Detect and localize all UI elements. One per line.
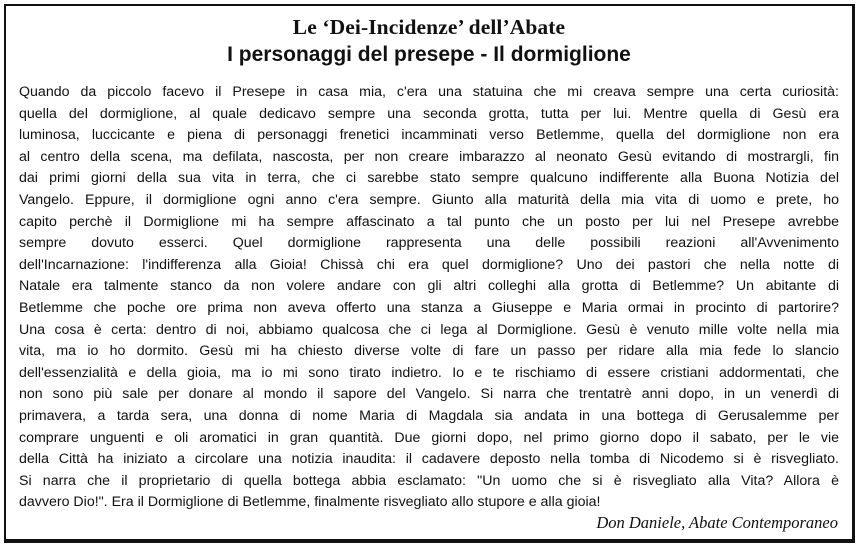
- body-line: Vangelo. Eppure, il dormiglione ogni anno c'era sempre. Giunto alla maturità della mia vita di uomo e prete, ho: [19, 191, 839, 208]
- body-line: Si narra che il proprietario di quella bottega abbia esclamato: "Un uomo che si è risvegliato alla Vita? Allora è: [19, 472, 839, 489]
- article-frame: [4, 4, 855, 543]
- body-line: non sono più sale per donare al mondo il sapore del Vangelo. Si narra che trentatrè anni dopo, in un venerdì di: [19, 386, 839, 403]
- article-subtitle: I personaggi del presepe - Il dormiglione: [227, 43, 631, 66]
- body-line: dell'Incarnazione: l'indifferenza alla Gioia! Chissà chi era quel dormiglione? Uno dei pastori che nella notte di: [19, 256, 839, 273]
- body-line: dai primi giorni della sua vita in terra, che ci sarebbe stato sempre qualcuno indifferente alla Buona Notizia del: [19, 170, 839, 187]
- body-line: luminosa, luccicante e piena di personaggi frenetici incamminati verso Betlemme, quella del dormiglione non era: [19, 127, 839, 144]
- body-line: Una cosa è certa: dentro di noi, abbiamo qualcosa che ci lega al Dormiglione. Gesù è venuto mille volte nella mia: [19, 321, 839, 338]
- body-line: sempre dovuto esserci. Quel dormiglione rappresenta una delle possibili reazioni all'Avvenimento: [19, 235, 839, 252]
- body-line: quella del dormiglione, al quale dedicavo sempre una seconda grotta, tutta per lui. Mentre quella di Gesù era: [19, 105, 839, 122]
- author-signature: Don Daniele, Abate Contemporaneo: [596, 513, 838, 532]
- body-line: Natale era talmente stanco da non volere andare con gli altri colleghi alla grotta di Betlemme? Un abitante di: [19, 278, 839, 295]
- body-line: Quando da piccolo facevo il Presepe in casa mia, c'era una statuina che mi creava sempre una certa curiosità:: [19, 84, 839, 100]
- body-line: al centro della scena, ma defilata, nascosta, per non creare imbarazzo al neonato Gesù evitando di mostrargli, fin: [19, 148, 839, 165]
- body-line: capito perchè il Dormiglione mi ha sempre affascinato a tal punto che un posto per lui nel Presepe avrebbe: [19, 213, 839, 230]
- body-line: vita, ma io ho dormito. Gesù mi ha chiesto diverse volte di fare un passo per ridare alla mia fede lo slancio: [19, 343, 839, 360]
- article-title: Le ‘Dei-Incidenze’ dell’Abate: [292, 15, 566, 39]
- body-line: Betlemme che poche ore prima non aveva offerto una stanza a Giuseppe e Maria ormai in procinto di partorire?: [19, 299, 839, 316]
- body-line: davvero Dio!". Era il Dormiglione di Betlemme, finalmente risvegliato allo stupore e alla gioia!: [19, 494, 601, 511]
- body-line: comprare unguenti e oli aromatici in gran quantità. Due giorni dopo, nel primo giorno dopo il sabato, per le vie: [19, 429, 839, 446]
- article-body: [19, 82, 839, 514]
- body-line: primavera, a tarda sera, una donna di nome Maria di Magdala sia andata in una bottega di Gerusalemme per: [19, 407, 839, 424]
- body-line: dell'essenzialità e della gioia, ma io mi sono tirato indietro. Io e te rischiamo di essere cristiani addormentati, che: [19, 364, 839, 381]
- body-line: della Città ha iniziato a circolare una notizia inaudita: il cadavere deposto nella tomba di Nicodemo si è risvegliato.: [19, 451, 839, 468]
